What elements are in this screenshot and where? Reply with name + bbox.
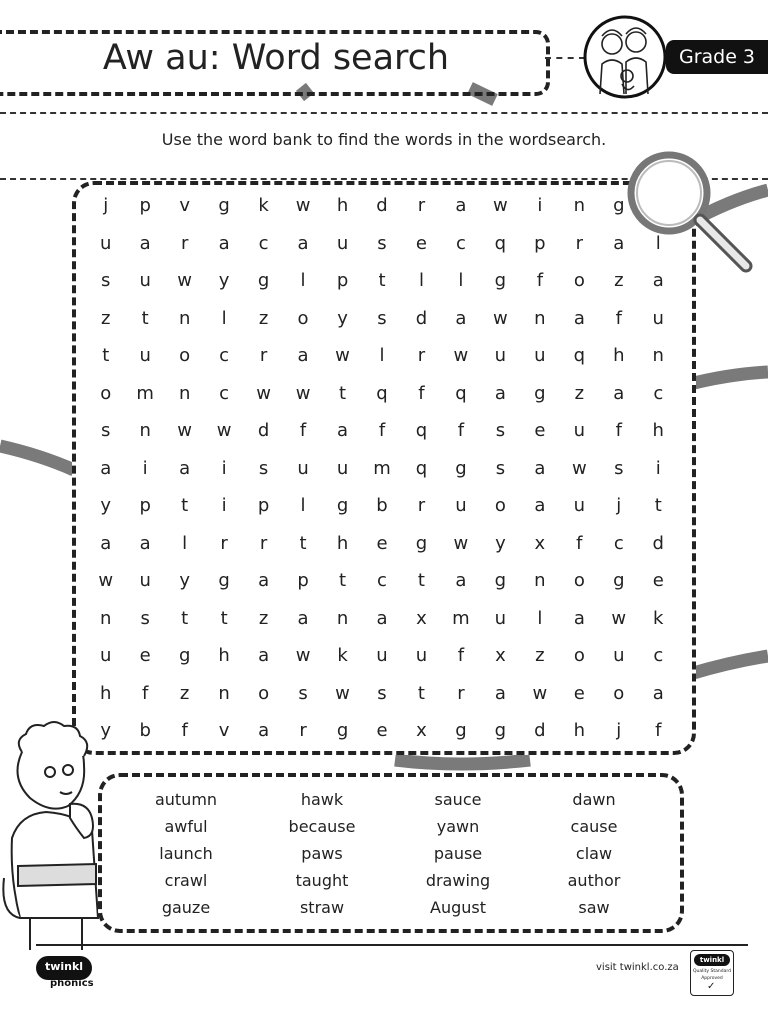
grid-letter: l: [655, 232, 661, 254]
grid-letter: q: [415, 457, 428, 479]
grid-letter: r: [259, 532, 268, 554]
grid-letter: u: [613, 645, 625, 667]
word-bank-item: straw: [299, 898, 345, 917]
grid-letter: o: [573, 645, 585, 667]
grid-letter: n: [652, 345, 664, 367]
grid-letter: w: [493, 195, 508, 217]
grid-letter: l: [221, 307, 227, 329]
grid-letter: w: [532, 682, 548, 704]
grid-letter: u: [415, 645, 428, 667]
grid-letter: a: [258, 570, 270, 592]
grid-letter: e: [376, 532, 388, 554]
grid-letter: y: [100, 720, 112, 742]
grid-letter: a: [613, 382, 625, 404]
word-search-grid: [86, 187, 678, 750]
grid-letter: r: [299, 720, 307, 742]
grid-letter: a: [455, 570, 467, 592]
grid-letter: z: [614, 270, 624, 292]
grid-letter: l: [182, 532, 188, 554]
grid-letter: g: [494, 720, 507, 742]
grid-letter: t: [417, 570, 425, 592]
grid-letter: f: [576, 532, 583, 554]
grid-letter: a: [297, 232, 309, 254]
boy-thinking-illustration: [0, 718, 112, 950]
grid-letter: f: [457, 420, 465, 442]
grid-letter: a: [258, 720, 270, 742]
grid-letter: e: [534, 420, 546, 442]
grid-letter: i: [142, 457, 148, 479]
grid-letter: o: [179, 345, 191, 367]
grid-letter: e: [376, 720, 388, 742]
grid-letter: s: [377, 682, 387, 704]
grid-letter: t: [181, 607, 189, 629]
grid-letter: t: [220, 607, 228, 629]
grid-letter: s: [377, 232, 387, 254]
grid-letter: s: [614, 457, 624, 479]
grid-letter: r: [417, 345, 426, 367]
grid-letter: a: [376, 607, 388, 629]
grid-letter: a: [534, 457, 546, 479]
badge-quality-text: Quality Standard: [693, 969, 731, 974]
grid-letter: s: [258, 457, 269, 479]
grid-letter: b: [139, 720, 151, 742]
grid-letter: h: [652, 420, 664, 442]
grid-letter: p: [534, 232, 546, 254]
page-title: Aw au: Word search: [102, 38, 450, 78]
grid-letter: k: [337, 645, 348, 667]
grid-letter: n: [534, 570, 546, 592]
grid-letter: l: [379, 345, 385, 367]
grid-letter: y: [495, 532, 506, 554]
grid-letter: d: [376, 195, 388, 217]
grid-letter: a: [652, 270, 664, 292]
grid-letter: u: [336, 457, 349, 479]
grid-letter: j: [616, 495, 622, 517]
grid-letter: g: [494, 570, 507, 592]
grid-letter: h: [218, 645, 230, 667]
grid-letter: z: [258, 607, 269, 629]
grid-letter: c: [219, 345, 230, 367]
grid-letter: s: [140, 607, 150, 629]
grid-letter: t: [102, 345, 110, 367]
grid-letter: u: [336, 232, 349, 254]
grid-letter: g: [257, 270, 270, 292]
grid-letter: n: [573, 195, 586, 217]
grid-letter: g: [455, 720, 467, 742]
grid-letter: s: [377, 307, 387, 329]
grid-letter: u: [494, 345, 507, 367]
grid-letter: i: [221, 495, 227, 517]
grid-letter: n: [178, 382, 191, 404]
grid-letter: u: [494, 607, 507, 629]
grid-letter: r: [417, 195, 426, 217]
grid-letter: s: [298, 682, 308, 704]
grid-letter: i: [655, 457, 661, 479]
grid-letter: t: [181, 495, 189, 517]
grid-letter: a: [258, 645, 270, 667]
grid-letter: f: [655, 720, 662, 742]
word-bank-item: sauce: [434, 790, 482, 809]
grid-letter: u: [376, 645, 388, 667]
grid-letter: q: [376, 382, 388, 404]
grid-letter: a: [494, 682, 506, 704]
grid-letter: q: [455, 382, 467, 404]
grid-letter: f: [181, 720, 188, 742]
grid-letter: a: [100, 532, 112, 554]
grid-letter: x: [416, 720, 427, 742]
grid-letter: p: [139, 195, 151, 217]
grid-letter: w: [335, 682, 350, 704]
logo-phonics-text: phonics: [50, 978, 94, 989]
grid-letter: n: [178, 307, 191, 329]
grid-letter: z: [258, 307, 269, 329]
word-bank-item: saw: [578, 898, 610, 917]
grid-letter: w: [571, 457, 587, 479]
grid-letter: p: [336, 270, 349, 292]
grid-letter: j: [103, 195, 109, 217]
grid-letter: p: [139, 495, 151, 517]
grid-letter: m: [373, 457, 391, 479]
grid-letter: z: [574, 382, 585, 404]
grid-letter: g: [415, 532, 428, 554]
word-bank-item: paws: [301, 844, 343, 863]
grade-badge: Grade 3: [666, 40, 768, 74]
grid-letter: s: [101, 420, 111, 442]
grid-letter: c: [377, 570, 387, 592]
grid-letter: a: [652, 682, 664, 704]
grid-letter: c: [455, 232, 466, 254]
grid-letter: t: [339, 382, 347, 404]
grid-letter: a: [179, 457, 191, 479]
grid-letter: n: [100, 607, 112, 629]
grid-letter: w: [453, 345, 469, 367]
grid-letter: o: [258, 682, 270, 704]
grid-letter: d: [534, 720, 546, 742]
grid-letter: g: [336, 720, 349, 742]
grid-letter: c: [258, 232, 269, 254]
word-bank: [118, 786, 662, 921]
grid-letter: t: [654, 495, 662, 517]
grid-letter: w: [493, 307, 508, 329]
badge-twinkl-text: twinkl: [694, 954, 730, 966]
word-bank-item: awful: [164, 817, 208, 836]
grid-letter: t: [417, 682, 425, 704]
grid-letter: i: [221, 457, 227, 479]
grid-letter: r: [220, 532, 228, 554]
grid-letter: n: [218, 682, 230, 704]
grid-letter: u: [652, 307, 664, 329]
grid-letter: g: [218, 570, 230, 592]
grid-letter: g: [494, 270, 507, 292]
grid-letter: k: [258, 195, 269, 217]
grid-letter: e: [415, 232, 427, 254]
grid-letter: e: [652, 570, 664, 592]
grid-letter: r: [575, 232, 584, 254]
grid-letter: h: [336, 195, 349, 217]
grid-letter: g: [336, 495, 349, 517]
word-bank-item: taught: [295, 871, 349, 890]
grid-letter: d: [257, 420, 270, 442]
grid-letter: a: [534, 495, 546, 517]
grid-letter: w: [98, 570, 114, 592]
grid-letter: r: [259, 345, 268, 367]
grid-letter: q: [494, 232, 507, 254]
grid-letter: j: [616, 720, 622, 742]
grid-letter: f: [615, 307, 622, 329]
word-bank-item: hawk: [300, 790, 344, 809]
magnifying-glass-icon: [624, 148, 758, 278]
grid-letter: l: [300, 270, 306, 292]
grid-letter: u: [139, 270, 151, 292]
grid-letter: p: [297, 570, 309, 592]
grid-letter: u: [297, 457, 309, 479]
grid-letter: f: [536, 270, 544, 292]
grid-letter: o: [100, 382, 112, 404]
word-bank-item: crawl: [164, 871, 208, 890]
grid-letter: d: [652, 532, 664, 554]
grid-letter: f: [142, 682, 149, 704]
grid-letter: b: [376, 495, 388, 517]
grid-letter: t: [378, 270, 386, 292]
grid-letter: v: [218, 720, 230, 742]
word-bank-item: launch: [159, 844, 213, 863]
footer-line: [36, 944, 748, 946]
grid-letter: a: [100, 457, 112, 479]
grid-letter: l: [458, 270, 464, 292]
grid-letter: y: [100, 495, 112, 517]
grid-letter: c: [613, 532, 624, 554]
grid-letter: w: [177, 270, 193, 292]
grid-letter: f: [418, 382, 425, 404]
grid-letter: a: [337, 420, 349, 442]
grid-letter: u: [455, 495, 467, 517]
grid-letter: a: [297, 345, 309, 367]
grid-letter: g: [613, 570, 625, 592]
characters-illustration: [582, 14, 668, 100]
grid-letter: w: [295, 645, 311, 667]
grid-letter: g: [455, 457, 467, 479]
grid-letter: u: [139, 345, 151, 367]
grid-letter: m: [452, 607, 470, 629]
grid-letter: r: [457, 682, 465, 704]
instructions: Use the word bank to find the words in the wordsearch.: [161, 130, 607, 149]
grid-letter: s: [495, 457, 506, 479]
grid-letter: d: [415, 307, 428, 329]
grid-letter: y: [218, 270, 230, 292]
grid-letter: f: [457, 645, 465, 667]
grid-letter: u: [573, 495, 586, 517]
grid-letter: z: [535, 645, 545, 667]
grid-letter: y: [337, 307, 348, 329]
grid-letter: y: [179, 570, 190, 592]
grid-letter: l: [418, 270, 424, 292]
badge-approved-text: Approved: [701, 976, 723, 981]
grid-letter: o: [297, 307, 309, 329]
grid-letter: g: [178, 645, 191, 667]
word-bank-item: because: [288, 817, 356, 836]
grid-letter: o: [573, 270, 585, 292]
grid-letter: g: [613, 195, 625, 217]
grid-letter: h: [100, 682, 112, 704]
grid-letter: a: [139, 532, 151, 554]
grid-letter: n: [534, 307, 546, 329]
quality-standard-badge: [690, 950, 734, 996]
word-bank-item: autumn: [154, 790, 218, 809]
grid-letter: a: [218, 232, 230, 254]
checkmark-icon: ✓: [707, 981, 716, 992]
word-bank-item: August: [430, 898, 486, 917]
grid-letter: u: [573, 420, 586, 442]
grid-letter: h: [336, 532, 349, 554]
grid-letter: w: [335, 345, 350, 367]
grid-letter: a: [573, 607, 585, 629]
grid-letter: o: [613, 682, 625, 704]
grid-letter: f: [615, 420, 622, 442]
word-bank-item: gauze: [161, 898, 211, 917]
grid-letter: h: [613, 345, 625, 367]
grid-letter: s: [101, 270, 111, 292]
grid-letter: o: [573, 570, 585, 592]
grid-letter: c: [653, 382, 664, 404]
grid-letter: c: [653, 645, 664, 667]
word-bank-item: cause: [570, 817, 618, 836]
word-bank-item: author: [567, 871, 621, 890]
grid-letter: x: [416, 607, 427, 629]
grid-letter: a: [297, 607, 309, 629]
twinkl-phonics-logo: [36, 956, 96, 994]
grid-letter: h: [573, 720, 586, 742]
grid-letter: q: [573, 345, 586, 367]
grid-letter: w: [177, 420, 193, 442]
grid-letter: r: [180, 232, 189, 254]
grid-letter: w: [611, 607, 627, 629]
grid-letter: w: [216, 420, 232, 442]
grid-letter: e: [139, 645, 151, 667]
grid-letter: n: [336, 607, 349, 629]
grid-letter: w: [295, 382, 311, 404]
grid-letter: a: [455, 195, 467, 217]
grid-letter: t: [299, 532, 307, 554]
grid-letter: w: [256, 382, 271, 404]
grid-letter: l: [537, 607, 543, 629]
grid-letter: u: [139, 570, 151, 592]
grid-letter: u: [534, 345, 546, 367]
grid-letter: g: [218, 195, 230, 217]
grid-letter: x: [534, 532, 546, 554]
grid-letter: a: [139, 232, 151, 254]
word-bank-item: dawn: [572, 790, 616, 809]
grid-letter: u: [100, 645, 112, 667]
grid-letter: z: [101, 307, 111, 329]
header-separator: [0, 112, 768, 114]
grid-letter: w: [295, 195, 311, 217]
grid-letter: a: [455, 307, 467, 329]
grid-letter: c: [219, 382, 230, 404]
grid-letter: r: [417, 495, 426, 517]
grid-letter: t: [339, 570, 347, 592]
grid-letter: n: [139, 420, 151, 442]
grid-letter: l: [300, 495, 306, 517]
grid-letter: a: [613, 232, 625, 254]
grid-letter: w: [453, 532, 469, 554]
grid-letter: a: [573, 307, 585, 329]
grid-letter: x: [495, 645, 506, 667]
grid-letter: p: [257, 495, 270, 517]
grid-letter: s: [495, 420, 506, 442]
grid-letter: u: [100, 232, 112, 254]
header-dash-line: [545, 57, 585, 59]
grid-letter: i: [537, 195, 543, 217]
grid-letter: g: [534, 382, 546, 404]
word-bank-item: pause: [433, 844, 483, 863]
grid-letter: k: [653, 607, 664, 629]
grid-letter: t: [141, 307, 149, 329]
grid-letter: f: [299, 420, 307, 442]
word-bank-item: claw: [575, 844, 613, 863]
word-bank-item: yawn: [436, 817, 480, 836]
grid-letter: q: [415, 420, 428, 442]
logo-twinkl-text: twinkl: [44, 960, 84, 973]
grid-letter: o: [494, 495, 506, 517]
grid-letter: z: [179, 682, 190, 704]
footer-url: visit twinkl.co.za: [596, 962, 679, 973]
grid-letter: f: [378, 420, 386, 442]
grid-letter: a: [494, 382, 506, 404]
grid-letter: e: [573, 682, 585, 704]
grid-letter: m: [136, 382, 154, 404]
word-bank-item: drawing: [425, 871, 491, 890]
grid-letter: v: [179, 195, 190, 217]
